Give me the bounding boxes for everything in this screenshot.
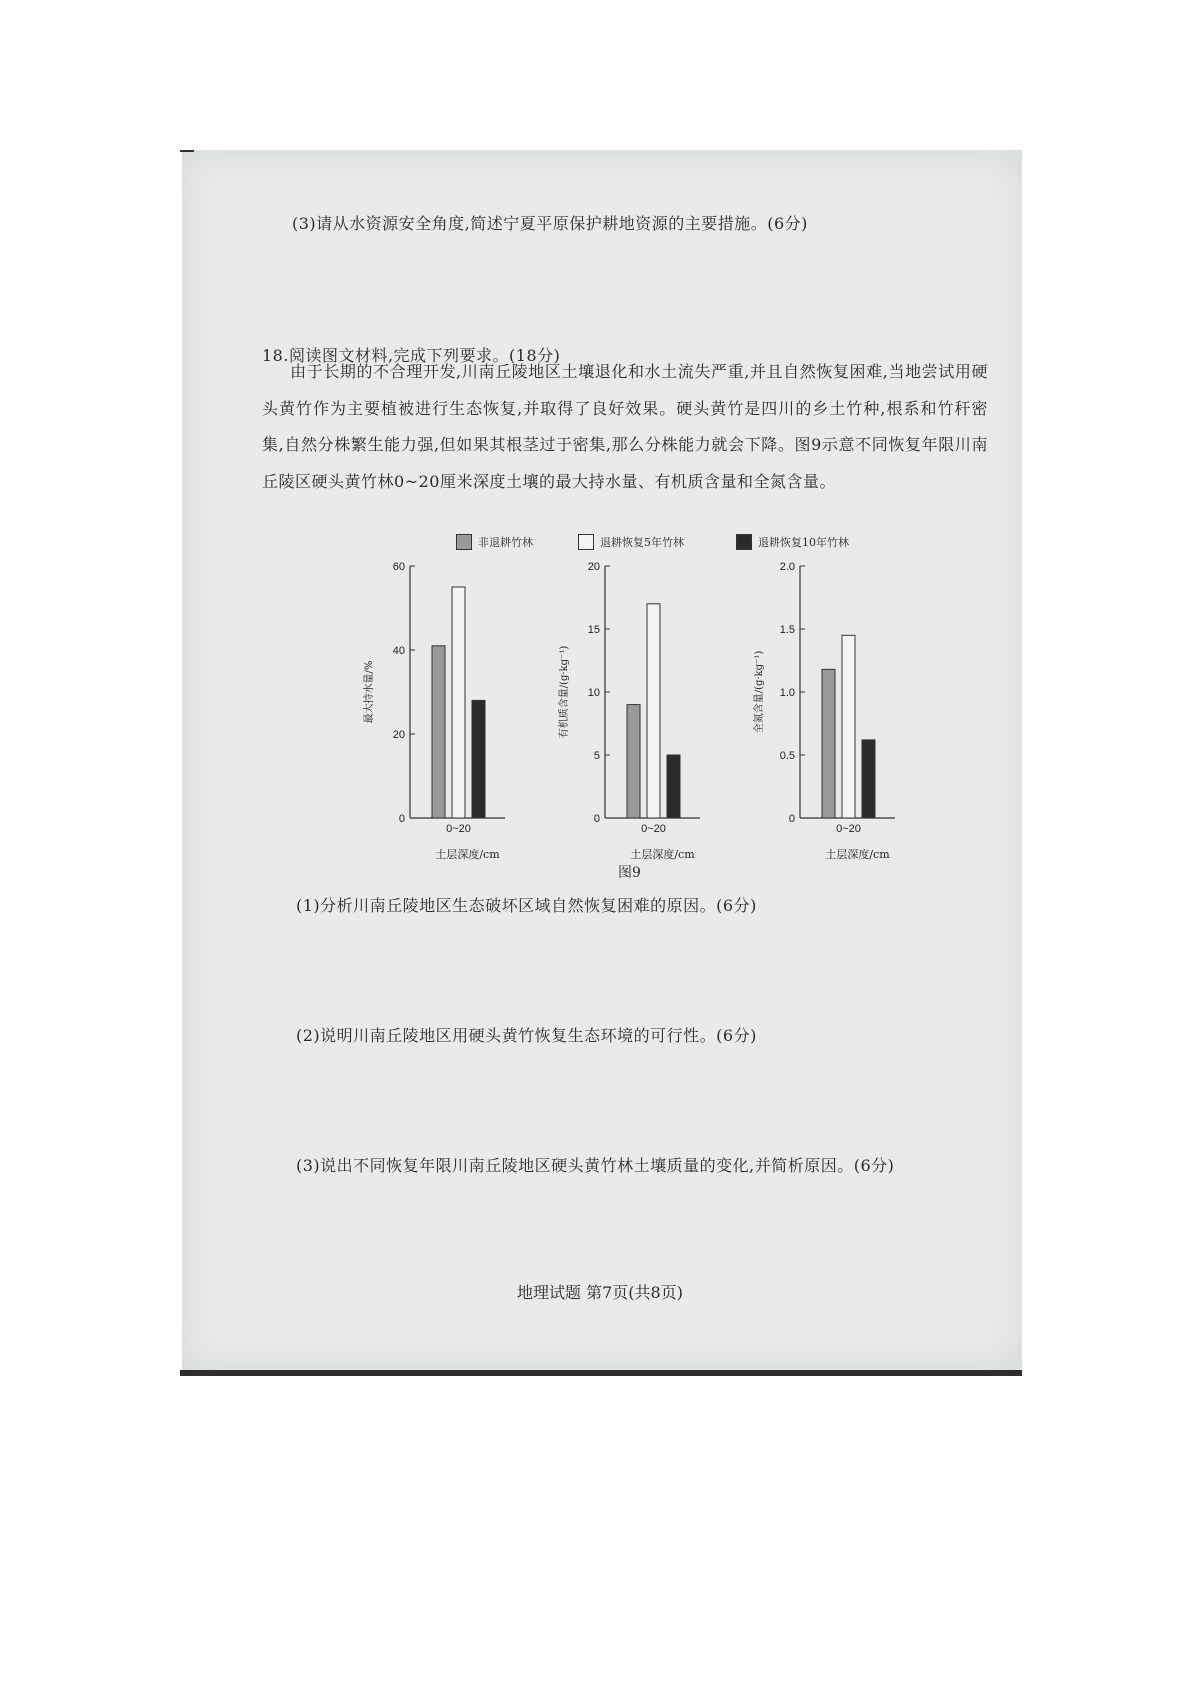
y-tick-label: 60 bbox=[392, 561, 405, 573]
y-tick-label: 0 bbox=[398, 813, 405, 825]
x-category-label: 0~20 bbox=[836, 823, 861, 835]
x-axis-label: 土层深度/cm bbox=[435, 848, 500, 861]
question-18-2: (2)说明川南丘陵地区用硬头黄竹恢复生态环境的可行性。(6分) bbox=[296, 1026, 757, 1045]
y-tick-label: 1.0 bbox=[779, 687, 795, 699]
y-tick-label: 20 bbox=[392, 729, 405, 741]
bar bbox=[862, 740, 875, 818]
x-category-label: 0~20 bbox=[641, 823, 666, 835]
legend-label: 退耕恢复5年竹林 bbox=[600, 536, 684, 549]
bar bbox=[432, 646, 445, 818]
bar bbox=[472, 700, 485, 818]
scan-edge-mark bbox=[180, 150, 194, 152]
question-18-1: (1)分析川南丘陵地区生态破坏区域自然恢复困难的原因。(6分) bbox=[296, 896, 757, 915]
material-paragraph bbox=[262, 354, 988, 500]
legend-label: 非退耕竹林 bbox=[478, 536, 533, 549]
bar bbox=[822, 669, 835, 818]
x-axis-label: 土层深度/cm bbox=[630, 848, 695, 861]
y-tick-label: 40 bbox=[392, 645, 405, 657]
y-axis-label: 全氮含量/(g·kg⁻¹) bbox=[754, 650, 765, 734]
page-footer: 地理试题 第7页(共8页) bbox=[517, 1283, 683, 1302]
material-text: 由于长期的不合理开发,川南丘陵地区土壤退化和水土流失严重,并且自然恢复困难,当地尝试用硬头黄竹作为主要植被进行生态恢复,并取得了良好效果。硬头黄竹是四川的乡土竹种,根系和竹秆密集,自然分株繁生能力强,但如果其根茎过于密集,那么分株能力就会下降。图9示意不同恢复年限川南丘陵区硬头黄竹林0~20厘米深度土壤的最大持水量、有机质含量和全氮含量。 bbox=[262, 362, 988, 491]
y-axis-label: 最大持水量/% bbox=[364, 660, 375, 724]
y-tick-label: 10 bbox=[587, 687, 600, 699]
bar bbox=[452, 587, 465, 818]
y-axis-label: 有机质含量/(g·kg⁻¹) bbox=[559, 645, 570, 739]
bar bbox=[647, 604, 660, 818]
bar bbox=[667, 755, 680, 818]
figure-caption: 图9 bbox=[618, 865, 641, 881]
y-tick-label: 2.0 bbox=[779, 561, 795, 573]
figure-9-charts bbox=[364, 526, 940, 861]
scan-bottom-edge bbox=[180, 1370, 1022, 1376]
question-18-3: (3)说出不同恢复年限川南丘陵地区硬头黄竹林土壤质量的变化,并简析原因。(6分) bbox=[296, 1156, 895, 1175]
x-category-label: 0~20 bbox=[446, 823, 471, 835]
y-tick-label: 0.5 bbox=[779, 750, 795, 762]
y-tick-label: 1.5 bbox=[779, 624, 795, 636]
y-tick-label: 0 bbox=[593, 813, 600, 825]
question-18-heading: 18.阅读图文材料,完成下列要求。(18分) bbox=[262, 346, 561, 365]
bar bbox=[627, 705, 640, 818]
question-17-3: (3)请从水资源安全角度,简述宁夏平原保护耕地资源的主要措施。(6分) bbox=[292, 214, 808, 233]
legend-label: 退耕恢复10年竹林 bbox=[758, 536, 849, 549]
bar bbox=[842, 635, 855, 818]
y-tick-label: 20 bbox=[587, 561, 600, 573]
y-tick-label: 0 bbox=[788, 813, 795, 825]
x-axis-label: 土层深度/cm bbox=[825, 848, 890, 861]
y-tick-label: 5 bbox=[593, 750, 600, 762]
y-tick-label: 15 bbox=[587, 624, 600, 636]
